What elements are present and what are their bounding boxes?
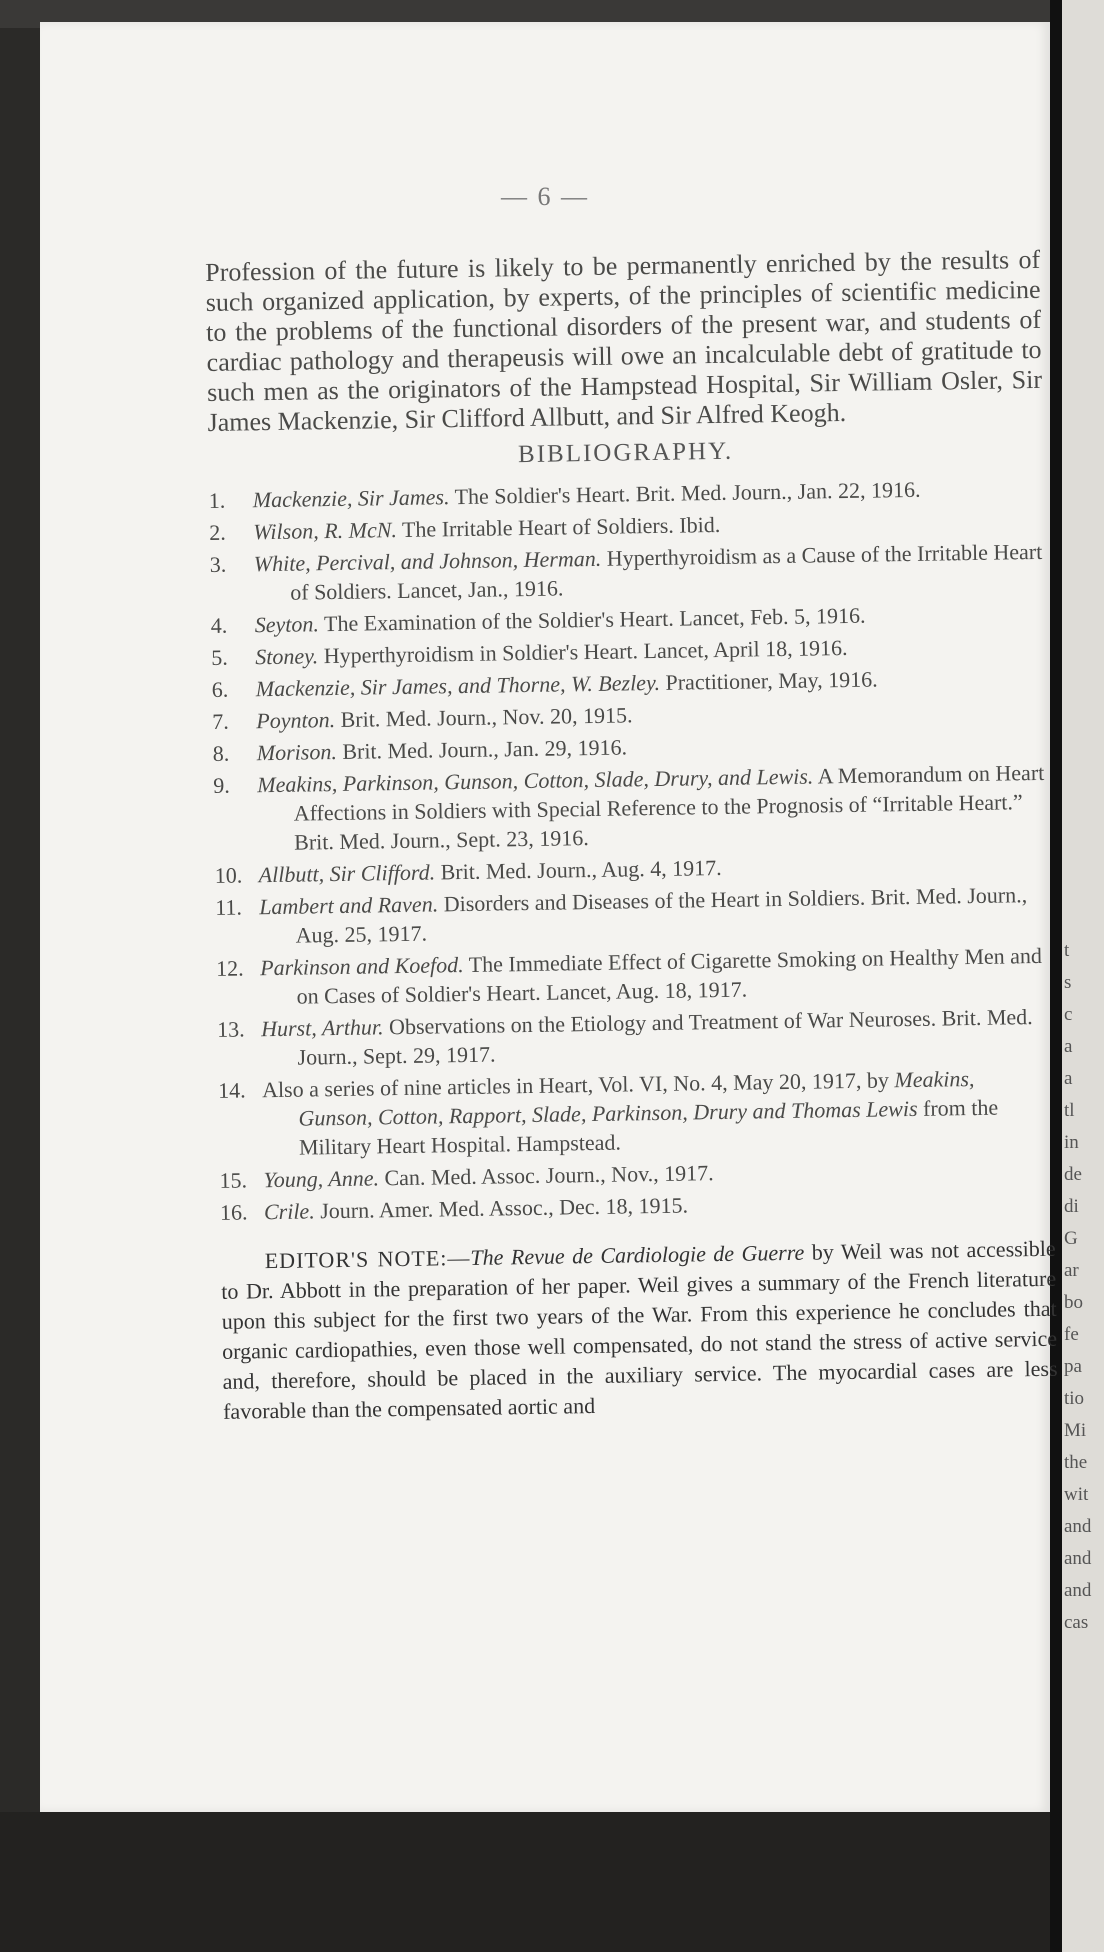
adjacent-page-fragment: fe <box>1064 1324 1079 1345</box>
adjacent-page-fragment: tio <box>1064 1388 1085 1409</box>
entry-number: 1. <box>208 487 226 513</box>
entry-author: Lambert and Raven. <box>259 891 439 920</box>
adjacent-page-fragment: G <box>1064 1228 1078 1249</box>
entry-number: 4. <box>210 612 228 638</box>
adjacent-page-fragment: s <box>1064 972 1072 993</box>
entry-author: Seyton. <box>254 611 320 638</box>
entry-citation: Practitioner, May, 1916. <box>665 666 878 695</box>
entry-citation: The Soldier's Heart. Brit. Med. Journ., Jan. 22, 1916. <box>454 476 921 510</box>
entry-number: 9. <box>213 772 230 798</box>
entry-number: 6. <box>211 676 229 702</box>
entry-citation: Can. Med. Assoc. Journ., Nov., 1917. <box>384 1160 714 1191</box>
entry-number: 5. <box>211 644 228 670</box>
bibliography-entry <box>215 880 1051 951</box>
entry-author: Allbutt, Sir Clifford. <box>258 859 436 888</box>
entry-number: 14. <box>217 1077 246 1103</box>
bibliography-heading: BIBLIOGRAPHY. <box>517 437 734 469</box>
entry-number: 7. <box>212 708 229 734</box>
editor-note-body: by Weil was not accessible to Dr. Abbott in the preparation of her paper. Weil gives a summary of the French literature upon this subject for the first two years of the War. From this experience he concludes that organic cardiopathies, even those well compensated, do not stand the stress of active service and, therefore, should be placed in the auxiliary service. The myocardial cases are less favorable than the compensated aortic and <box>221 1235 1058 1424</box>
adjacent-page <box>1062 0 1104 1952</box>
adjacent-page-fragment: di <box>1064 1196 1079 1217</box>
adjacent-page-fragment: tl <box>1064 1100 1075 1121</box>
adjacent-page-fragment: and <box>1064 1580 1092 1601</box>
entry-citation: A Memorandum on Heart Affections in Soldiers with Special Reference to the Prognosis of “Irritable Heart.” Brit. Med. Journ., Sept. 23, 1916. <box>293 759 1045 855</box>
adjacent-page-fragment: de <box>1064 1164 1082 1185</box>
scan-background <box>0 1812 1104 1952</box>
entry-citation: Also a series of nine articles in Heart, Vol. VI, No. 4, May 20, 1917, by <box>261 1067 890 1103</box>
bibliography-entry <box>216 941 1052 1012</box>
page-content <box>205 245 1058 1427</box>
adjacent-page-fragment: a <box>1064 1068 1073 1089</box>
bibliography-entry <box>217 1002 1053 1073</box>
entry-citation: Disorders and Diseases of the Heart in Soldiers. Brit. Med. Journ., Aug. 25, 1917. <box>295 882 1028 948</box>
adjacent-page-fragment: bo <box>1064 1292 1083 1313</box>
entry-author: Parkinson and Koefod. <box>259 952 464 981</box>
entry-number: 16. <box>219 1199 248 1225</box>
entry-author: Mackenzie, Sir James, and Thorne, W. Bezley. <box>255 669 661 702</box>
adjacent-page-fragment: c <box>1064 1004 1073 1025</box>
entry-citation: The Irritable Heart of Soldiers. Ibid. <box>401 511 721 542</box>
adjacent-page-fragment: Mi <box>1064 1420 1087 1441</box>
entry-number: 3. <box>209 551 227 577</box>
entry-author: Young, Anne. <box>263 1165 380 1193</box>
entry-author: Mackenzie, Sir James. <box>252 484 450 513</box>
adjacent-page-fragment: and <box>1064 1548 1092 1569</box>
entry-citation: The Examination of the Soldier's Heart. Lancet, Feb. 5, 1916. <box>323 602 866 637</box>
entry-citation: Brit. Med. Journ., Aug. 4, 1917. <box>440 854 722 885</box>
entry-citation: Hyperthyroidism as a Cause of the Irritable Heart of Soldiers. Lancet, Jan., 1916. <box>290 538 1043 605</box>
entry-author: Meakins, Parkinson, Gunson, Cotton, Slade, Drury, and Lewis. <box>257 763 814 798</box>
entry-number: 11. <box>215 894 243 920</box>
entry-number: 13. <box>216 1016 245 1042</box>
editor-note-journal: The Revue de Cardiologie de Guerre <box>470 1239 805 1270</box>
entry-citation: The Immediate Effect of Cigarette Smoking on Healthy Men and on Cases of Soldier's Heart. Lancet, Aug. 18, 1917. <box>296 942 1043 1009</box>
page-number: — 6 — <box>501 182 589 211</box>
entry-number: 12. <box>215 955 244 981</box>
bibliography-entry <box>213 758 1049 858</box>
entry-citation: Brit. Med. Journ., Nov. 20, 1915. <box>340 702 633 732</box>
adjacent-page-fragment: the <box>1064 1452 1088 1473</box>
editor-note <box>221 1234 1059 1427</box>
adjacent-page-fragment: t <box>1064 940 1070 961</box>
entry-number: 8. <box>212 740 230 766</box>
entry-source: from the Military Heart Hospital. Hampstead. <box>298 1094 999 1160</box>
entry-author: Hurst, Arthur. <box>260 1014 384 1042</box>
entry-author: Crile. <box>263 1198 315 1225</box>
entry-number: 15. <box>219 1167 248 1193</box>
entry-citation: Observations on the Etiology and Treatment of War Neuroses. Brit. Med. Journ., Sept. 29, 1917. <box>297 1004 1033 1070</box>
entry-authors: Meakins, Gunson, Cotton, Rapport, Slade, Parkinson, Drury and Thomas Lewis <box>298 1066 975 1131</box>
adjacent-page-fragment: pa <box>1064 1356 1082 1377</box>
adjacent-page-fragment: wit <box>1064 1484 1089 1505</box>
entry-citation: Journ. Amer. Med. Assoc., Dec. 18, 1915. <box>320 1192 689 1224</box>
adjacent-page-fragment: a <box>1064 1036 1073 1057</box>
entry-author: Morison. <box>256 738 338 766</box>
entry-number: 2. <box>209 519 227 545</box>
editor-note-head: EDITOR'S NOTE:— <box>264 1244 471 1274</box>
document-page <box>40 22 1058 1812</box>
entry-number: 10. <box>214 862 243 888</box>
bibliography-list <box>209 473 1056 1227</box>
entry-author: White, Percival, and Johnson, Herman. <box>253 545 602 577</box>
bibliography-entry <box>218 1063 1054 1163</box>
entry-citation: Brit. Med. Journ., Jan. 29, 1916. <box>342 734 628 764</box>
adjacent-page-fragment: ar <box>1064 1260 1079 1281</box>
entry-citation: Hyperthyroidism in Soldier's Heart. Lancet, April 18, 1916. <box>323 634 848 669</box>
adjacent-page-fragment: and <box>1064 1516 1092 1537</box>
adjacent-page-fragment: cas <box>1064 1612 1089 1633</box>
entry-author: Poynton. <box>256 707 336 734</box>
entry-author: Stoney. <box>255 643 319 670</box>
intro-paragraph: Profession of the future is likely to be permanently enriched by the results of such organized application, by experts, of the principles of scientific medicine to the problems of the functional disorders of the present war, and students of cardiac pathology and therapeusis will owe an incalculable debt of gratitude to such men as the originators of the Hampstead Hospital, Sir William Osler, Sir James Mackenzie, Sir Clifford Allbutt, and Sir Alfred Keogh. <box>205 244 1043 437</box>
adjacent-page-fragment: in <box>1064 1132 1079 1153</box>
entry-author: Wilson, R. McN. <box>253 517 398 545</box>
bibliography-entry <box>210 537 1046 608</box>
book-gutter <box>1050 0 1062 1952</box>
